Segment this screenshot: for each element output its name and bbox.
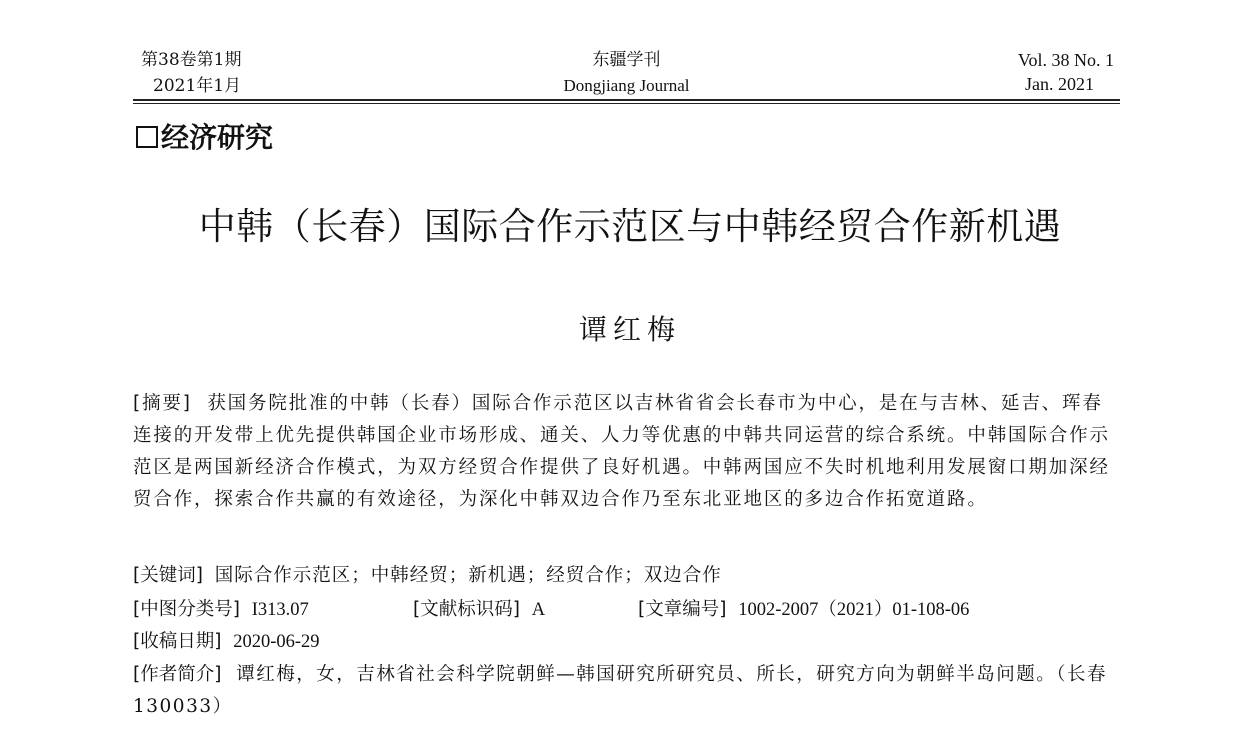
square-box-icon xyxy=(136,126,158,148)
article-number-field xyxy=(638,594,969,626)
article-number-value: 1002-2007（2021）01-108-06 xyxy=(738,600,970,620)
clc-label: [中图分类号] xyxy=(133,599,240,620)
article-number-label: [文章编号] xyxy=(638,599,727,620)
section-label: 经济研究 xyxy=(161,121,274,154)
header-rule-thick xyxy=(133,99,1120,101)
article-title: 中韩（长春）国际合作示范区与中韩经贸合作新机遇 xyxy=(198,205,1062,248)
abstract-text: 获国务院批准的中韩（长春）国际合作示范区以吉林省省会长春市为中心，是在与吉林、延吉、珲春连接的开发带上优先提供韩国企业市场形成、通关、人力等优惠的中韩共同运营的综合系统。中韩国际合作示范区是两国新经济合作模式，为双方经贸合作提供了良好机遇。中韩两国应不失时机地利用发展窗口期加深经贸合作，探索合作共赢的有效途径，为深化中韩双边合作乃至东北亚地区的多边合作拓宽道路。 xyxy=(133,393,1110,510)
date-cn: 2021年1月 xyxy=(153,76,242,96)
received-label: [收稿日期] xyxy=(133,631,222,652)
volume-en: Vol. 38 No. 1 xyxy=(1017,50,1114,70)
keywords xyxy=(133,560,1123,592)
journal-name-en: Dongjiang Journal xyxy=(563,76,690,95)
journal-name-cn: 东疆学刊 xyxy=(592,50,661,70)
author-bio-label: [作者简介] xyxy=(133,664,222,685)
date-en: Jan. 2021 xyxy=(1025,74,1094,94)
received-date xyxy=(133,626,1123,658)
keywords-label: [关键词] xyxy=(133,565,203,586)
header-rule-thin xyxy=(133,103,1120,104)
volume-cn: 第38卷第1期 xyxy=(141,50,242,70)
author-bio-text: 谭红梅，女，吉林省社会科学院朝鲜—韩国研究所研究员、所长，研究方向为朝鲜半岛问题。（长春 130033） xyxy=(133,664,1107,717)
doc-code-field xyxy=(413,594,545,626)
author-bio xyxy=(133,659,1123,723)
section-heading xyxy=(136,120,273,156)
clc-value: I313.07 xyxy=(251,600,309,620)
received-value: 2020-06-29 xyxy=(233,632,320,652)
keywords-text: 国际合作示范区；中韩经贸；新机遇；经贸合作；双边合作 xyxy=(214,565,722,586)
running-header xyxy=(133,46,1120,96)
article-author: 谭红梅 xyxy=(578,313,681,346)
abstract xyxy=(133,388,1123,516)
clc-field xyxy=(133,594,309,626)
abstract-label: [摘要] xyxy=(133,393,192,414)
doc-code-value: A xyxy=(531,600,546,620)
doc-code-label: [文献标识码] xyxy=(413,599,520,620)
